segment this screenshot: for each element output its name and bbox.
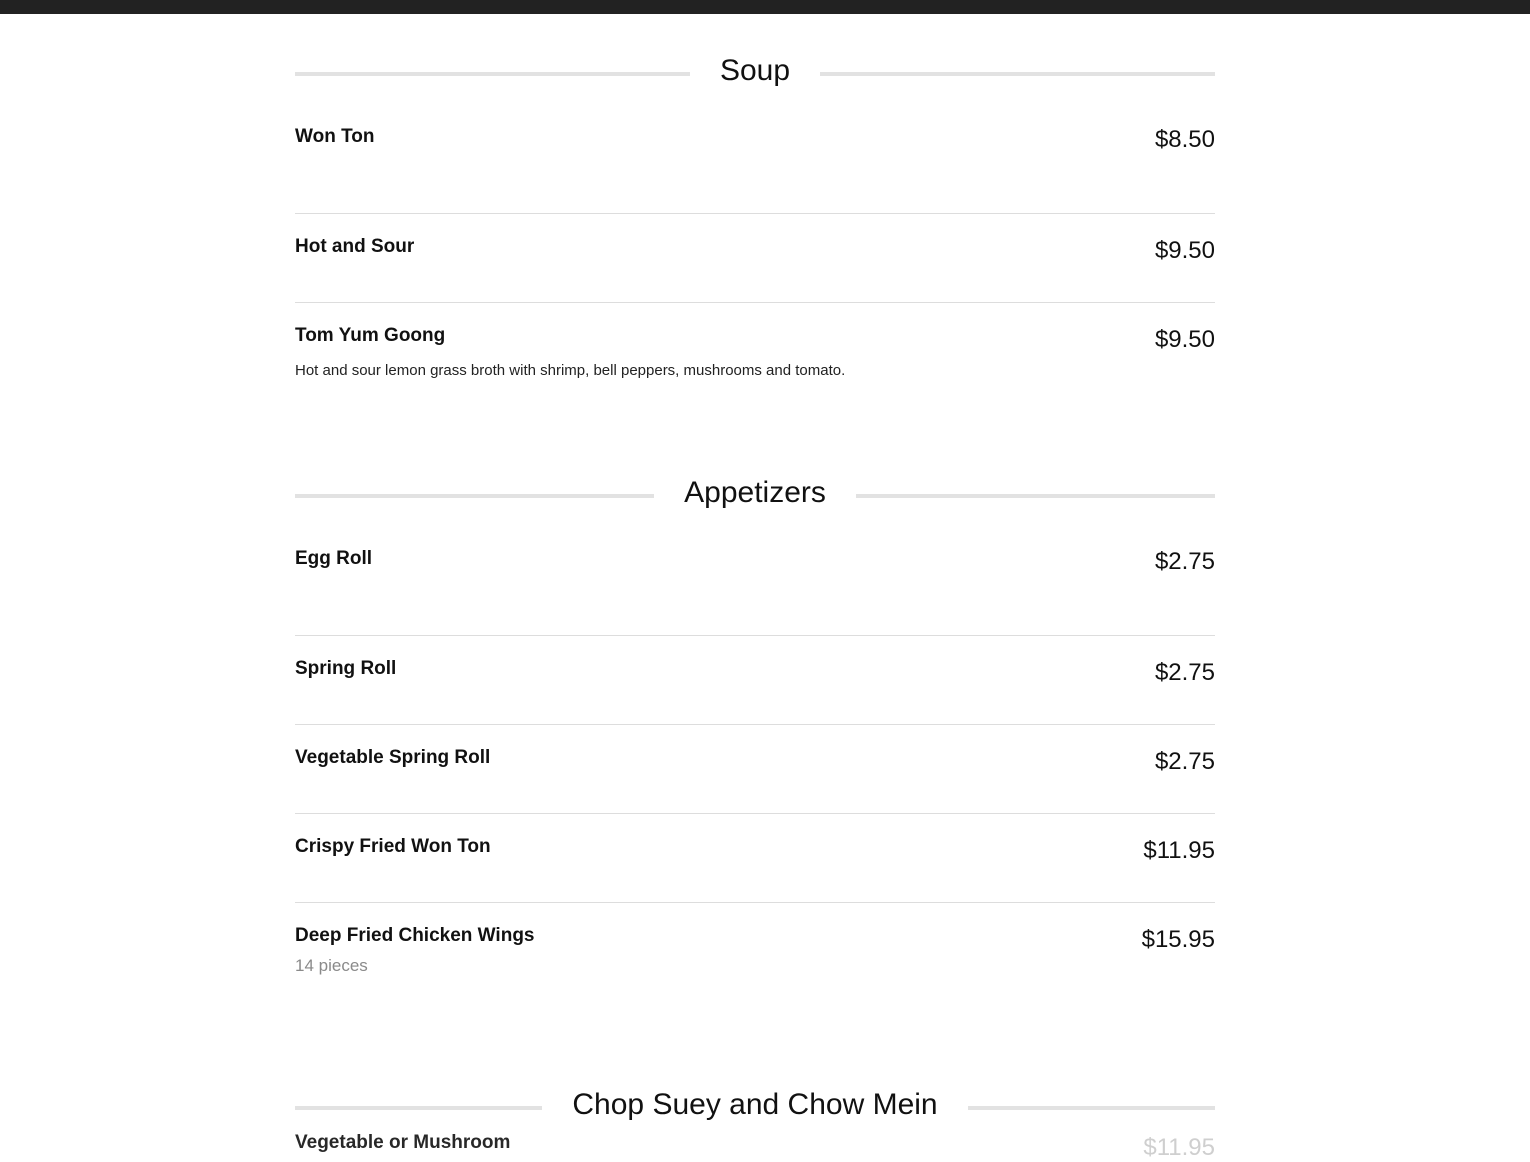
item-name: Deep Fried Chicken Wings [295, 925, 535, 946]
menu-item[interactable] [295, 126, 1215, 214]
menu-item[interactable] [295, 214, 1215, 303]
item-name: Crispy Fried Won Ton [295, 836, 491, 857]
divider-line [856, 494, 1215, 498]
item-price: $11.95 [1143, 1134, 1215, 1161]
section-title: Chop Suey and Chow Mein [572, 1088, 938, 1121]
divider-line [968, 1106, 1215, 1110]
section-header-chop-suey [295, 1075, 1215, 1135]
item-price: $9.50 [1154, 326, 1215, 353]
item-name: Vegetable Spring Roll [295, 747, 491, 768]
item-price: $8.50 [1154, 126, 1215, 153]
item-name: Spring Roll [295, 658, 397, 679]
item-price: $9.50 [1154, 237, 1215, 264]
section-header-appetizers [295, 463, 1215, 523]
divider-line [820, 72, 1215, 76]
item-name: Hot and Sour [295, 236, 415, 257]
menu-content [295, 14, 1215, 1135]
item-price: $2.75 [1154, 548, 1215, 575]
section-title: Soup [719, 54, 791, 87]
menu-item[interactable] [295, 636, 1215, 725]
item-name: Won Ton [295, 126, 375, 147]
item-name: Tom Yum Goong [295, 325, 446, 346]
item-name: Egg Roll [295, 548, 373, 569]
menu-item-partial[interactable] [295, 1128, 1215, 1161]
item-price: $15.95 [1141, 926, 1215, 953]
menu-item[interactable] [295, 303, 1215, 423]
menu-item[interactable] [295, 725, 1215, 814]
item-note: 14 pieces [295, 956, 368, 975]
divider-line [295, 72, 690, 76]
section-header-soup [295, 41, 1215, 101]
item-price: $11.95 [1143, 837, 1215, 864]
top-bar [0, 0, 1530, 14]
divider-line [295, 1106, 542, 1110]
menu-item[interactable] [295, 548, 1215, 636]
menu-item[interactable] [295, 903, 1215, 1023]
menu-item[interactable] [295, 814, 1215, 903]
item-description: Hot and sour lemon grass broth with shrimp, bell peppers, mushrooms and tomato. [295, 362, 846, 379]
section-title: Appetizers [684, 476, 826, 509]
item-price: $2.75 [1154, 748, 1215, 775]
divider-line [295, 494, 654, 498]
item-name: Vegetable or Mushroom [295, 1132, 511, 1153]
item-price: $2.75 [1154, 659, 1215, 686]
